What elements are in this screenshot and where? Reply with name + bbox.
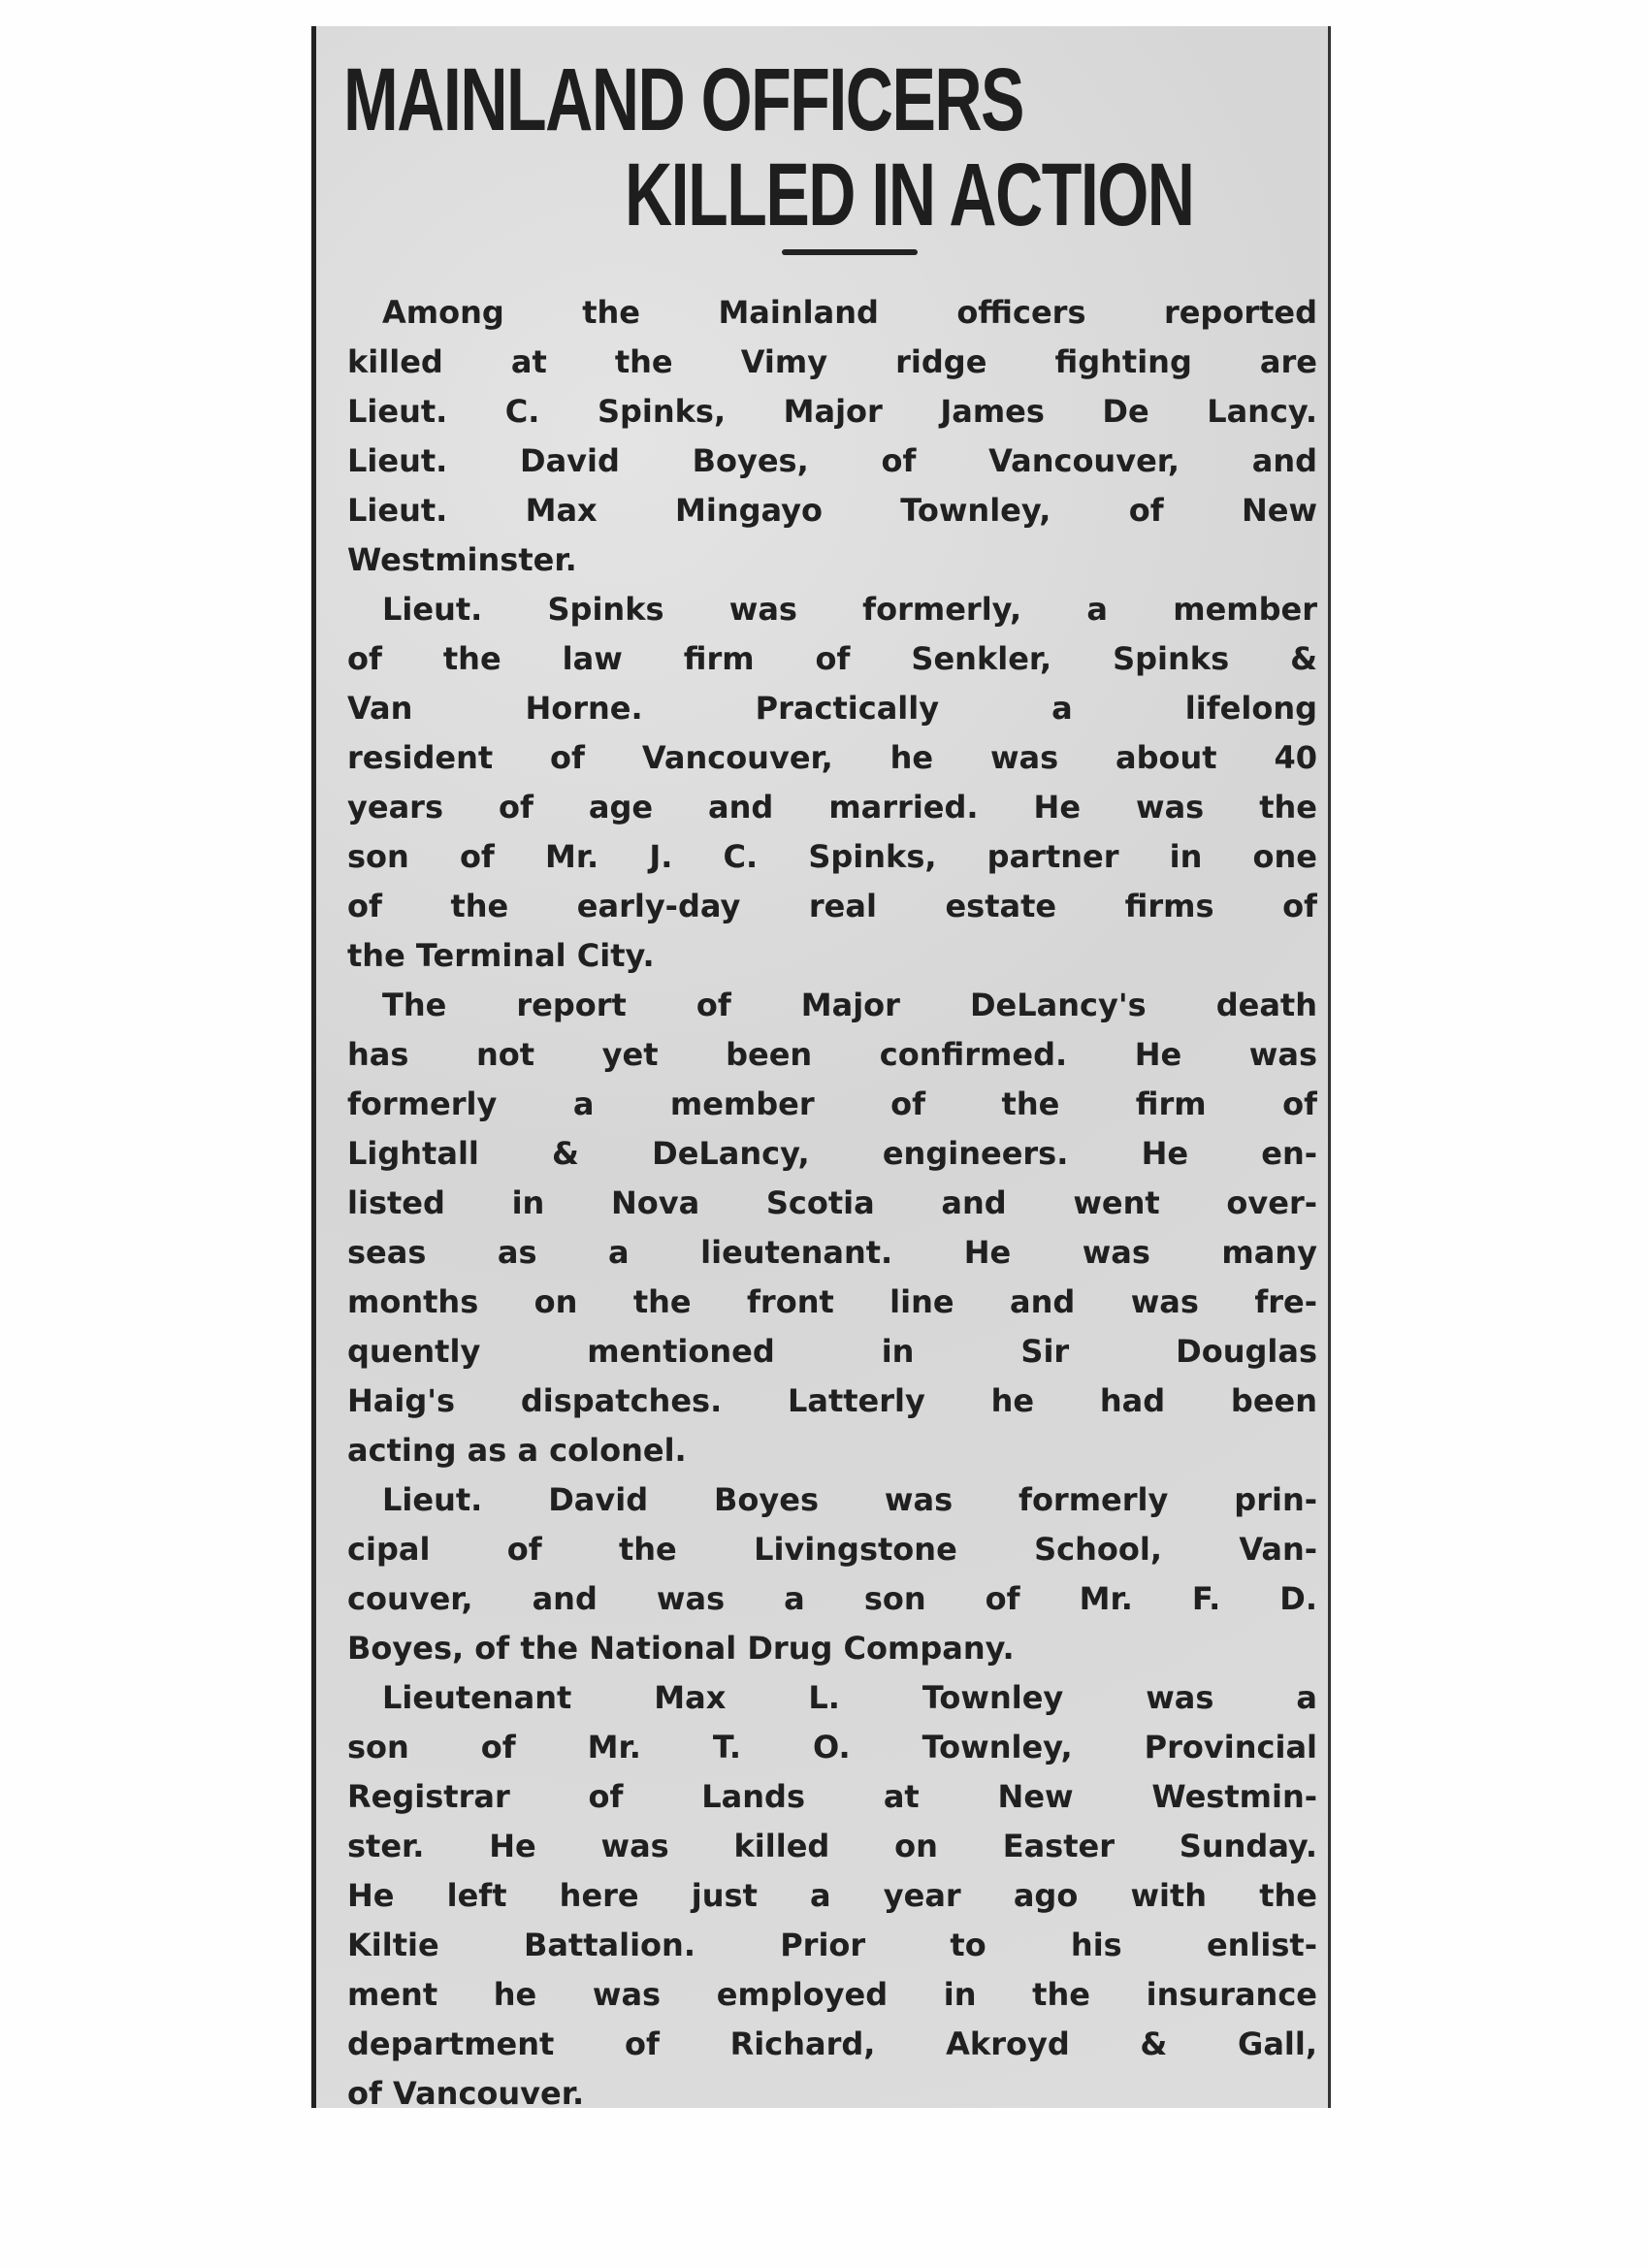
article-line: couver, and was a son of Mr. F. D. bbox=[347, 1580, 1317, 1617]
article-paragraph bbox=[347, 288, 1317, 585]
headline-divider bbox=[782, 249, 918, 255]
article-paragraph bbox=[347, 981, 1317, 1475]
article-line: Lieut. Max Mingayo Townley, of New bbox=[347, 492, 1317, 529]
article-line: seas as a lieutenant. He was many bbox=[347, 1234, 1317, 1271]
article-line: Lieut. C. Spinks, Major James De Lancy. bbox=[347, 393, 1317, 430]
article-line: ment he was employed in the insurance bbox=[347, 1976, 1317, 2013]
article-line: The report of Major DeLancy's death bbox=[382, 987, 1317, 1023]
article-line: Lieut. David Boyes was formerly prin- bbox=[382, 1481, 1317, 1518]
article-line: formerly a member of the firm of bbox=[347, 1085, 1317, 1122]
headline-line-1: MAINLAND OFFICERS bbox=[343, 50, 1023, 149]
article-line: of Vancouver. bbox=[347, 2075, 585, 2112]
article-line: Westminster. bbox=[347, 541, 577, 578]
article-line: resident of Vancouver, he was about 40 bbox=[347, 739, 1317, 776]
article-line: Boyes, of the National Drug Company. bbox=[347, 1630, 1015, 1667]
article-line: months on the front line and was fre- bbox=[347, 1283, 1317, 1320]
article-line: killed at the Vimy ridge fighting are bbox=[347, 343, 1317, 380]
article-line: Registrar of Lands at New Westmin- bbox=[347, 1778, 1317, 1815]
article-line: son of Mr. T. O. Townley, Provincial bbox=[347, 1729, 1317, 1766]
article-paragraph bbox=[347, 1673, 1317, 2119]
article-line: son of Mr. J. C. Spinks, partner in one bbox=[347, 838, 1317, 875]
article-line: Lieut. David Boyes, of Vancouver, and bbox=[347, 442, 1317, 479]
article-line: of the law firm of Senkler, Spinks & bbox=[347, 640, 1317, 677]
article-line: of the early-day real estate firms of bbox=[347, 888, 1317, 924]
article-line: Among the Mainland officers reported bbox=[382, 294, 1317, 331]
article-paragraph bbox=[347, 585, 1317, 981]
article-line: Van Horne. Practically a lifelong bbox=[347, 690, 1317, 727]
article-line: department of Richard, Akroyd & Gall, bbox=[347, 2025, 1317, 2062]
article-line: Haig's dispatches. Latterly he had been bbox=[347, 1382, 1317, 1419]
article-body bbox=[347, 288, 1317, 2119]
article-line: He left here just a year ago with the bbox=[347, 1877, 1317, 1914]
article-paragraph bbox=[347, 1475, 1317, 1673]
article-line: Lightall & DeLancy, engineers. He en- bbox=[347, 1135, 1317, 1172]
article-line: listed in Nova Scotia and went over- bbox=[347, 1184, 1317, 1221]
article-line: the Terminal City. bbox=[347, 937, 655, 974]
article-line: Lieut. Spinks was formerly, a member bbox=[382, 591, 1317, 628]
headline-line-2: KILLED IN ACTION bbox=[625, 146, 1194, 244]
article-line: has not yet been confirmed. He was bbox=[347, 1036, 1317, 1073]
article-line: Kiltie Battalion. Prior to his enlist- bbox=[347, 1927, 1317, 1963]
article-line: acting as a colonel. bbox=[347, 1432, 687, 1469]
article-line: Lieutenant Max L. Townley was a bbox=[382, 1679, 1317, 1716]
article-line: cipal of the Livingstone School, Van- bbox=[347, 1531, 1317, 1568]
article-line: quently mentioned in Sir Douglas bbox=[347, 1333, 1317, 1370]
newspaper-clipping bbox=[311, 26, 1331, 2112]
article-line: ster. He was killed on Easter Sunday. bbox=[347, 1828, 1317, 1864]
article-line: years of age and married. He was the bbox=[347, 789, 1317, 826]
